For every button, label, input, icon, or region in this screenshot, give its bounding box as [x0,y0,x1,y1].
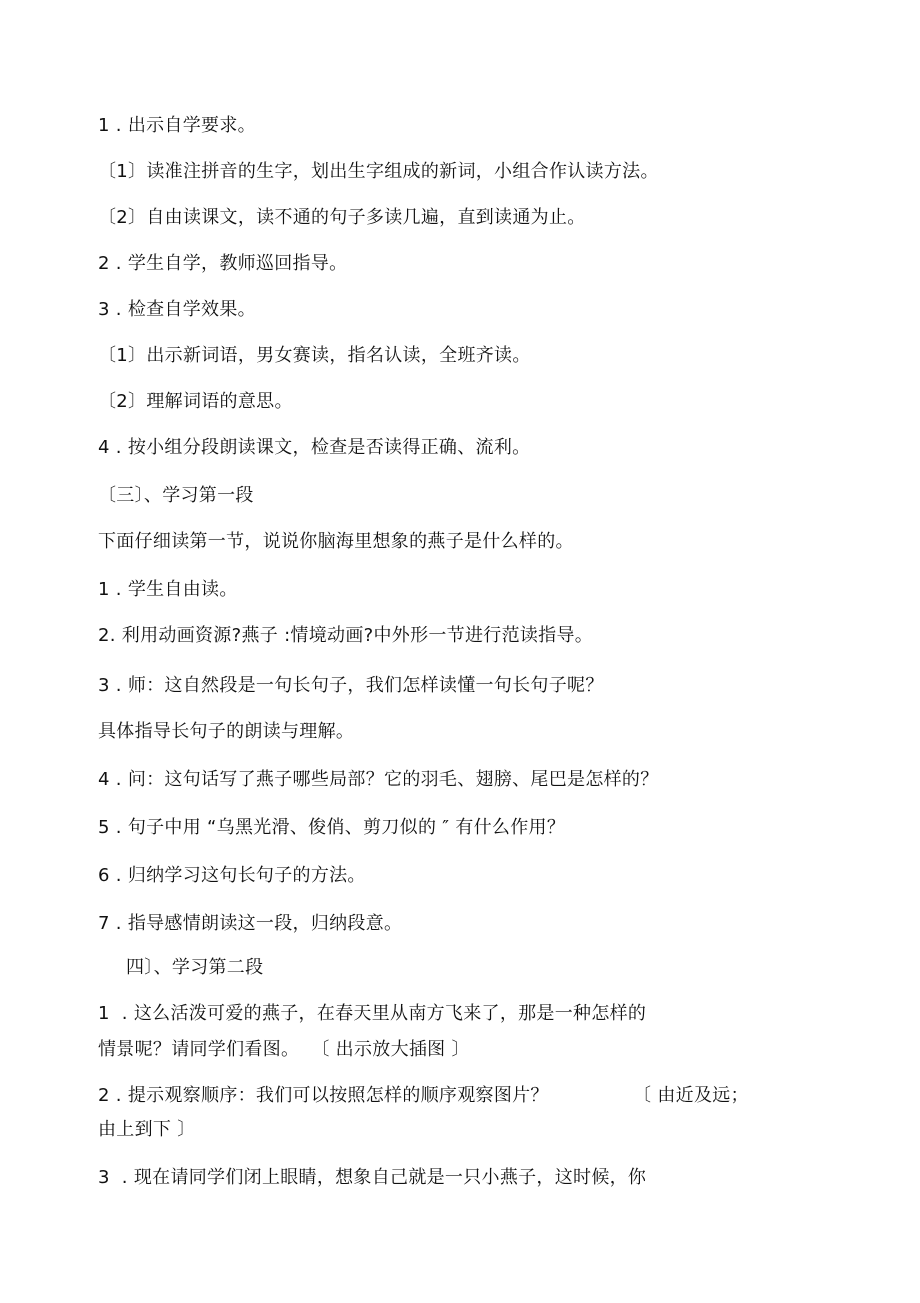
text-line-10: 下面仔细读第一节，说说你脑海里想象的燕子是什么样的。 [98,531,574,552]
text-line-1: 1 . 出示自学要求。 [98,115,256,136]
text-line-14: 具体指导长句子的朗读与理解。 [98,721,355,742]
section-heading-3: 〔三〕、学习第一段 [98,485,254,506]
text-line-17: 6 . 归纳学习这句长句子的方法。 [98,865,366,886]
text-line-24: 3 . 现在请同学们闭上眼睛，想象自己就是一只小燕子，这时候，你 [98,1167,647,1188]
text-line-5: 3 . 检查自学效果。 [98,299,256,320]
text-line-15: 4 . 问：这句话写了燕子哪些局部？它的羽毛、翅膀、尾巴是怎样的？ [98,769,659,790]
text-line-4: 2 . 学生自学，教师巡回指导。 [98,253,348,274]
text-line-20: 1 . 这么活泼可爱的燕子，在春天里从南方飞来了，那是一种怎样的 [98,1003,647,1024]
section-heading-4: 四〕、学习第二段 [126,957,264,978]
text-line-22: 2 . 提示观察顺序：我们可以按照怎样的顺序观察图片？ 〔 由近及远； [98,1085,749,1106]
text-line-3: 〔2〕自由读课文，读不通的句子多读几遍，直到读通为止。 [98,207,586,228]
text-line-12: 2. 利用动画资源?燕子 :情境动画?中外形一节进行范读指导。 [98,625,594,646]
text-line-8: 4 . 按小组分段朗读课文，检查是否读得正确、流利。 [98,437,531,458]
text-line-11: 1 . 学生自由读。 [98,579,238,600]
text-line-2: 〔1〕读准注拼音的生字，划出生字组成的新词，小组合作认读方法。 [98,161,659,182]
text-line-7: 〔2〕理解词语的意思。 [98,391,293,412]
text-line-23: 由上到下 〕 [98,1119,196,1140]
text-line-21: 情景呢？请同学们看图。 〔 出示放大插图 〕 [98,1039,470,1060]
text-line-18: 7 . 指导感情朗读这一段，归纳段意。 [98,913,403,934]
text-line-6: 〔1〕出示新词语，男女赛读，指名认读，全班齐读。 [98,345,531,366]
text-line-13: 3 . 师：这自然段是一句长句子，我们怎样读懂一句长句子呢？ [98,675,604,696]
text-line-16: 5 . 句子中用 “乌黑光滑、俊俏、剪刀似的 ″ 有什么作用？ [98,817,566,838]
